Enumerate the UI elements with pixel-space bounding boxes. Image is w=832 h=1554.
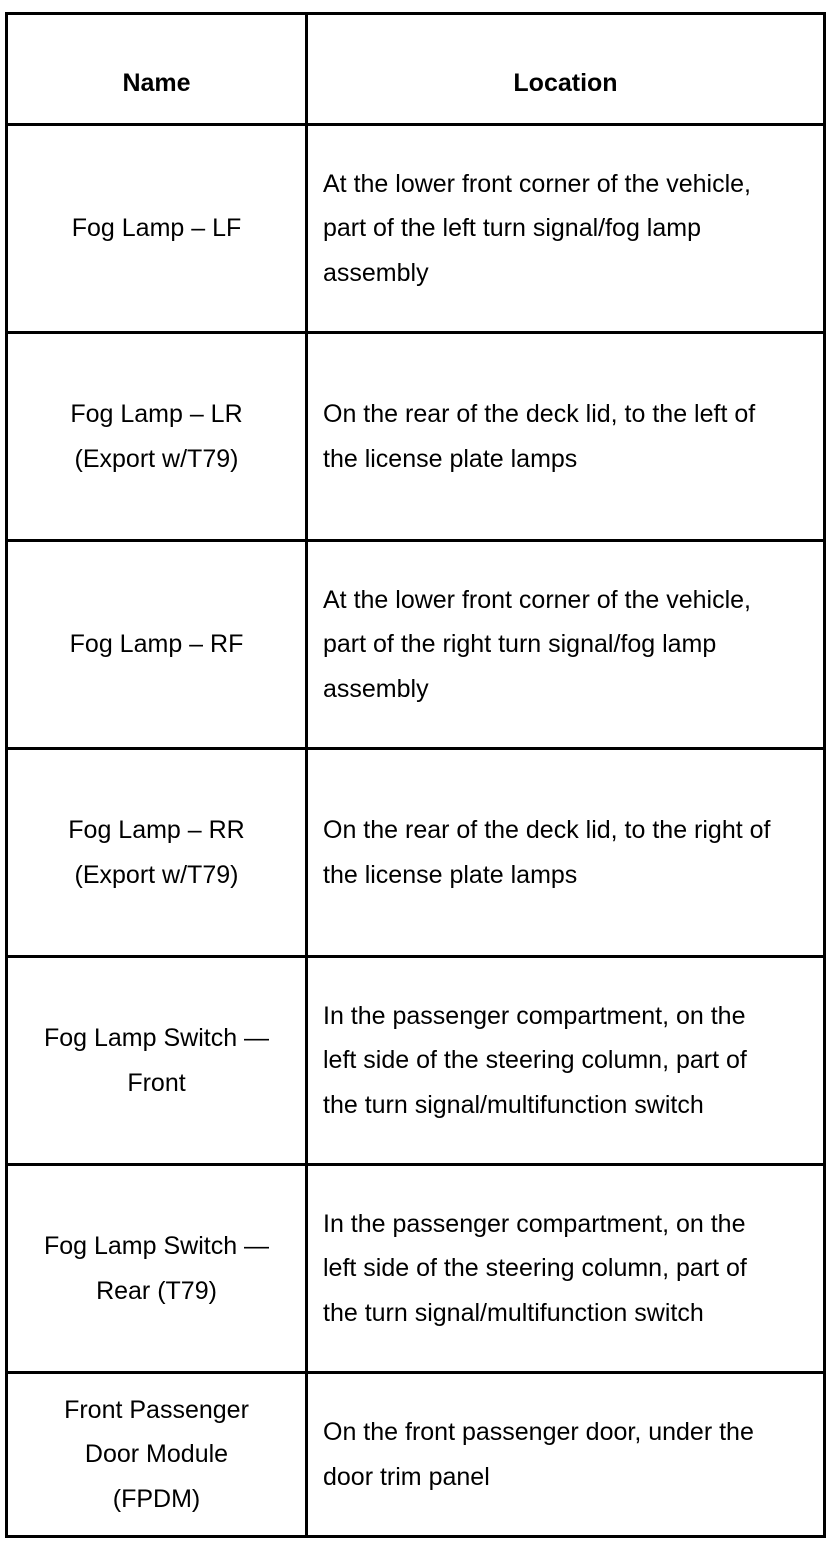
component-location: At the lower front corner of the vehicle, part of the left turn signal/fog lamp assembly [323, 169, 751, 287]
location-cell [307, 1165, 825, 1373]
component-name: Fog Lamp – LF [71, 214, 242, 243]
component-name: Fog Lamp – RF [69, 630, 244, 659]
name-cell [7, 541, 307, 749]
component-location: In the passenger compartment, on the left side of the steering column, part of the turn signal/multifunction switch [323, 1001, 747, 1119]
name-cell [7, 1373, 307, 1537]
table-row [7, 541, 825, 749]
table-row [7, 1165, 825, 1373]
component-location: On the rear of the deck lid, to the right of the license plate lamps [323, 816, 771, 889]
location-cell [307, 333, 825, 541]
location-cell [307, 125, 825, 333]
name-cell [7, 125, 307, 333]
component-name: Front Passenger Door Module (FPDM) [64, 1395, 249, 1513]
component-location: On the rear of the deck lid, to the left of the license plate lamps [323, 400, 756, 473]
location-cell [307, 541, 825, 749]
header-location: Location [307, 14, 825, 125]
component-name: Fog Lamp – LR (Export w/T79) [70, 400, 243, 473]
location-cell [307, 1373, 825, 1537]
name-cell [7, 749, 307, 957]
table-row [7, 957, 825, 1165]
name-cell [7, 957, 307, 1165]
header-name: Name [7, 14, 307, 125]
component-location-table [5, 12, 826, 1538]
name-cell [7, 1165, 307, 1373]
table-row [7, 125, 825, 333]
component-location: At the lower front corner of the vehicle, part of the right turn signal/fog lamp assembly [323, 585, 751, 703]
name-cell [7, 333, 307, 541]
component-name: Fog Lamp – RR (Export w/T79) [68, 816, 245, 889]
component-name: Fog Lamp Switch — Front [43, 1024, 270, 1097]
location-cell [307, 957, 825, 1165]
table-row [7, 749, 825, 957]
component-location: On the front passenger door, under the door trim panel [323, 1418, 754, 1491]
table-body [7, 125, 825, 1537]
component-name: Fog Lamp Switch — Rear (T79) [43, 1232, 270, 1305]
table-row [7, 1373, 825, 1537]
table-header [7, 14, 825, 125]
header-row [7, 14, 825, 125]
component-location: In the passenger compartment, on the left side of the steering column, part of the turn signal/multifunction switch [323, 1209, 747, 1327]
location-cell [307, 749, 825, 957]
table-row [7, 333, 825, 541]
